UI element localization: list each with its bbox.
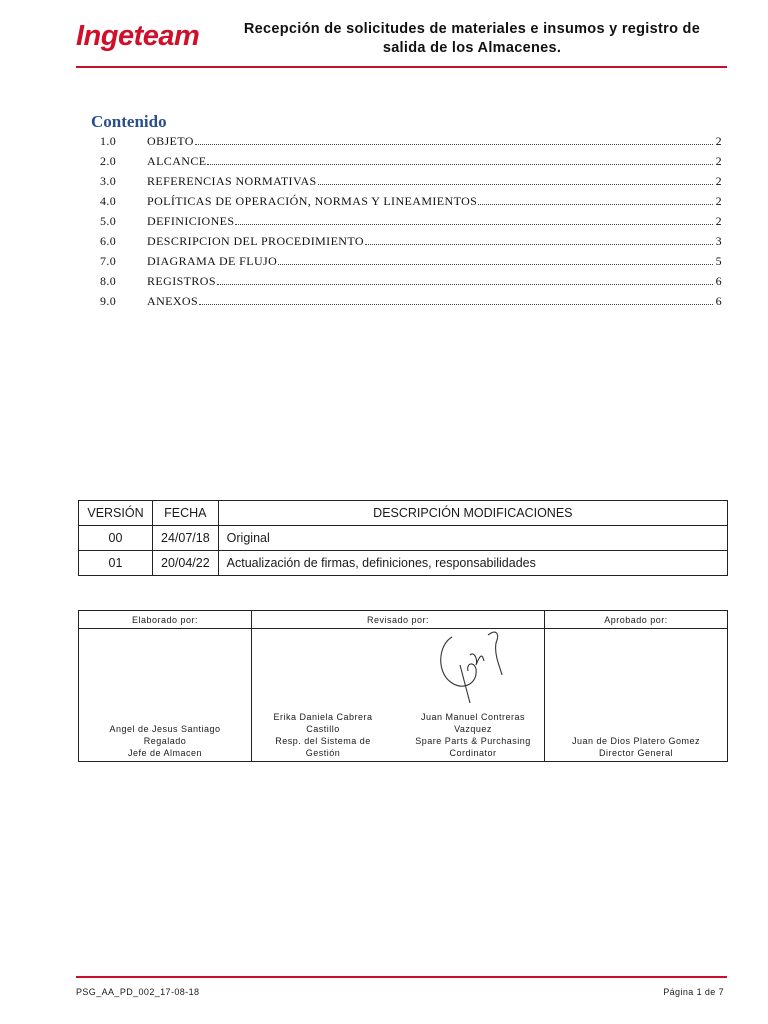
toc-label: POLÍTICAS DE OPERACIÓN, NORMAS Y LINEAMIENTOS xyxy=(147,194,478,208)
revisado-cell xyxy=(252,629,545,762)
toc-page: 2 xyxy=(715,154,722,168)
table-row xyxy=(79,526,728,551)
table-of-contents xyxy=(100,134,722,314)
toc-label: DIAGRAMA DE FLUJO xyxy=(147,254,278,268)
header-divider xyxy=(76,66,727,68)
toc-entry-objeto[interactable] xyxy=(100,134,722,154)
toc-page: 3 xyxy=(715,234,722,248)
toc-entry-alcance[interactable] xyxy=(100,154,722,174)
toc-leader xyxy=(278,264,713,265)
description-cell: Actualización de firmas, definiciones, responsabilidades xyxy=(218,551,727,576)
toc-page: 2 xyxy=(715,174,722,188)
elaborado-name-line-1: Angel de Jesus Santiago xyxy=(109,724,221,734)
toc-number: 6.0 xyxy=(100,234,117,248)
document-title-line-2: salida de los Almacenes. xyxy=(382,40,562,56)
toc-leader xyxy=(478,204,713,205)
toc-leader xyxy=(235,224,713,225)
reviewer-1-name-line-1: Erika Daniela Cabrera xyxy=(273,712,373,722)
description-column-header: DESCRIPCIÓN MODIFICACIONES xyxy=(218,501,727,526)
toc-label: REFERENCIAS NORMATIVAS xyxy=(147,174,317,188)
document-code: PSG_AA_PD_002_17-08-18 xyxy=(76,987,200,997)
reviewer-2-block xyxy=(408,711,538,759)
aprobado-name: Juan de Dios Platero Gomez xyxy=(571,736,701,746)
approval-table-header xyxy=(79,611,728,629)
version-table-header xyxy=(79,501,728,526)
aprobado-header: Aprobado por: xyxy=(545,611,728,629)
elaborado-cell xyxy=(79,629,252,762)
date-cell: 24/07/18 xyxy=(153,526,219,551)
toc-entry-definiciones[interactable] xyxy=(100,214,722,234)
toc-entry-diagrama[interactable] xyxy=(100,254,722,274)
version-column-header: VERSIÓN xyxy=(79,501,153,526)
elaborado-role: Jefe de Almacen xyxy=(127,748,203,758)
elaborado-name-line-2: Regalado xyxy=(143,736,187,746)
page-number: Página 1 de 7 xyxy=(663,987,724,997)
reviewer-2-role-line-2: Cordinator xyxy=(449,748,497,758)
toc-label: DESCRIPCION DEL PROCEDIMIENTO xyxy=(147,234,364,248)
toc-entry-procedimiento[interactable] xyxy=(100,234,722,254)
table-row xyxy=(79,551,728,576)
elaborado-header: Elaborado por: xyxy=(79,611,252,629)
toc-number: 3.0 xyxy=(100,174,117,188)
toc-number: 2.0 xyxy=(100,154,117,168)
toc-page: 2 xyxy=(715,214,722,228)
version-history-table xyxy=(78,500,728,576)
toc-entry-anexos[interactable] xyxy=(100,294,722,314)
company-logo: Ingeteam xyxy=(76,20,200,52)
reviewer-2-role-line-1: Spare Parts & Purchasing xyxy=(415,736,531,746)
toc-heading: Contenido xyxy=(91,112,167,131)
toc-number: 8.0 xyxy=(100,274,117,288)
version-cell: 00 xyxy=(79,526,153,551)
toc-leader xyxy=(207,164,713,165)
toc-leader xyxy=(318,184,713,185)
date-cell: 20/04/22 xyxy=(153,551,219,576)
toc-label: DEFINICIONES xyxy=(147,214,235,228)
toc-page: 5 xyxy=(715,254,722,268)
reviewer-1-name-line-2: Castillo xyxy=(306,724,340,734)
toc-label: ANEXOS xyxy=(147,294,199,308)
toc-page: 6 xyxy=(715,274,722,288)
aprobado-role: Director General xyxy=(598,748,674,758)
footer-divider xyxy=(76,976,727,978)
reviewer-2-name-line-2: Vazquez xyxy=(454,724,492,734)
toc-leader xyxy=(217,284,713,285)
toc-number: 5.0 xyxy=(100,214,117,228)
approval-signatures-table xyxy=(78,610,728,762)
toc-entry-politicas[interactable] xyxy=(100,194,722,214)
toc-leader xyxy=(199,304,713,305)
reviewer-2-name-line-1: Juan Manuel Contreras xyxy=(420,712,526,722)
toc-number: 9.0 xyxy=(100,294,117,308)
toc-number: 4.0 xyxy=(100,194,117,208)
toc-entry-registros[interactable] xyxy=(100,274,722,294)
reviewer-1-role: Resp. del Sistema de Gestión xyxy=(275,736,371,758)
toc-page: 6 xyxy=(715,294,722,308)
toc-number: 1.0 xyxy=(100,134,117,148)
toc-label: REGISTROS xyxy=(147,274,216,288)
toc-label: ALCANCE xyxy=(147,154,207,168)
toc-entry-referencias[interactable] xyxy=(100,174,722,194)
document-title xyxy=(222,20,722,58)
approval-signatures-row xyxy=(79,629,728,762)
toc-number: 7.0 xyxy=(100,254,117,268)
handwritten-signature xyxy=(430,625,520,705)
document-title-line-1: Recepción de solicitudes de materiales e insumos y registro de xyxy=(243,21,701,37)
aprobado-cell xyxy=(545,629,728,762)
version-cell: 01 xyxy=(79,551,153,576)
toc-leader xyxy=(195,144,713,145)
date-column-header: FECHA xyxy=(153,501,219,526)
toc-leader xyxy=(365,244,713,245)
description-cell: Original xyxy=(218,526,727,551)
toc-page: 2 xyxy=(715,194,722,208)
reviewer-1-block xyxy=(258,711,388,759)
revisado-header: Revisado por: xyxy=(252,611,545,629)
toc-label: OBJETO xyxy=(147,134,194,148)
toc-page: 2 xyxy=(715,134,722,148)
